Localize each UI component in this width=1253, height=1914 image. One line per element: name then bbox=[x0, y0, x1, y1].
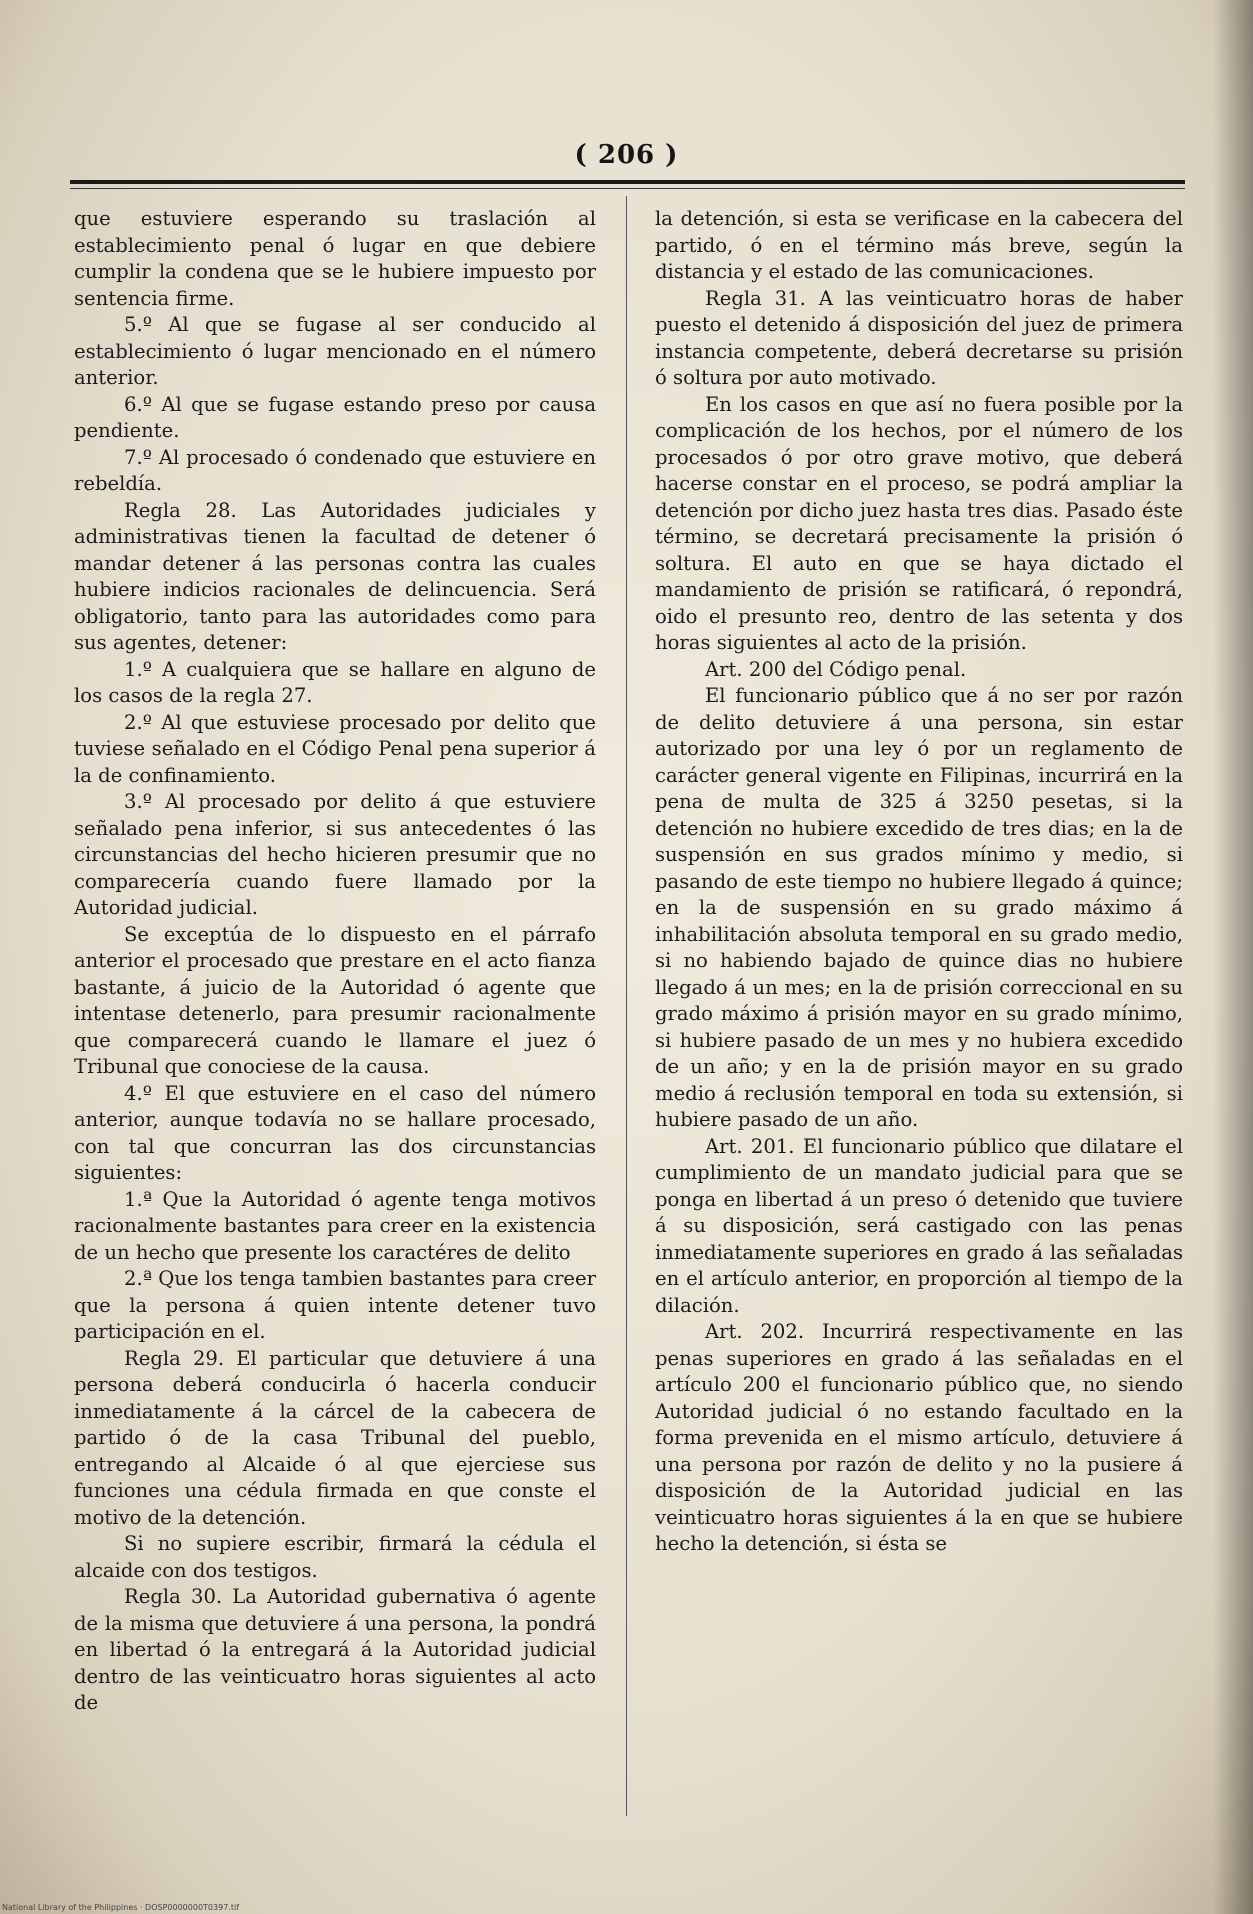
paragraph: que estuviere esperando su traslación al establecimiento penal ó lugar en que debiere cumplir la condena que se le hubiere impuesto por sentencia firme. bbox=[74, 207, 596, 310]
paragraph: 4.º El que estuviere en el caso del número anterior, aunque todavía no se hallare procesado, con tal que concurran las dos circunstancias siguientes: bbox=[74, 1081, 596, 1184]
paragraph: Regla 28. Las Autoridades judiciales y administrativas tienen la facultad de detener ó mandar detener á las personas contra las cuales hubiere indicios racionales de delincuencia. Será obligatorio, tanto para las autoridades como para sus agentes, detener: bbox=[74, 498, 596, 654]
header-rule bbox=[70, 180, 1185, 184]
article-heading: Art. 200 del Código penal. bbox=[705, 657, 967, 681]
paragraph: 2.º Al que estuviese procesado por delito que tuviese señalado en el Código Penal pena superior á la de confinamiento. bbox=[74, 710, 596, 787]
page-edge-shadow bbox=[1213, 0, 1253, 1914]
paragraph: 3.º Al procesado por delito á que estuviere señalado pena inferior, si sus antecedentes ó las circunstancias del hecho hicieren presumir que no comparecería cuando fuere llamado por la Autoridad judicial. bbox=[74, 790, 596, 919]
left-column bbox=[74, 206, 596, 1717]
paragraph: 6.º Al que se fugase estando preso por causa pendiente. bbox=[74, 392, 596, 442]
paragraph: 1.º A cualquiera que se hallare en alguno de los casos de la regla 27. bbox=[74, 657, 596, 707]
paragraph: Regla 29. El particular que detuviere á una persona deberá conducirla ó hacerla conducir inmediatamente á la cárcel de la cabecera de partido ó de la casa Tribunal del pueblo, entregando al Alcaide ó al que ejerciese sus funciones una cédula firmada en que conste el motivo de la detención. bbox=[74, 1346, 596, 1529]
paragraph: 1.ª Que la Autoridad ó agente tenga motivos racionalmente bastantes para creer en la existencia de un hecho que presente los caractéres de delito bbox=[74, 1187, 596, 1264]
paragraph: En los casos en que así no fuera posible por la complicación de los hechos, por el número de los procesados ó por otro grave motivo, que deberá hacerse constar en el proceso, se podrá ampliar la detención por dicho juez hasta tres dias. Pasado éste término, se decretará precisamente la prisión ó soltura. El auto en que se haya dictado el mandamiento de prisión se ratificará, ó repondrá, oido el presunto reo, dentro de las setenta y dos horas siguientes al acto de la prisión. bbox=[655, 392, 1183, 654]
paragraph: 2.ª Que los tenga tambien bastantes para creer que la persona á quien intente detener tuvo participación en el. bbox=[74, 1267, 596, 1343]
paragraph: Art. 202. Incurrirá respectivamente en las penas superiores en grado á las señaladas en el artículo 200 el funcionario público que, no siendo Autoridad judicial ó no estando facultado en la forma prevenida en el mismo artículo, detuviere á una persona por razón de delito y no la pusiere á disposición de la Autoridad judicial en las veinticuatro horas siguientes á la en que se hubiere hecho la detención, si ésta se bbox=[655, 1320, 1183, 1555]
paragraph: Art. 201. El funcionario público que dilatare el cumplimiento de un mandato judicial para que se ponga en libertad á un preso ó detenido que tuviere á su disposición, será castigado con las penas inmediatamente superiores en grado á las señaladas en el artículo anterior, en proporción al tiempo de la dilación. bbox=[655, 1134, 1183, 1317]
right-column bbox=[655, 206, 1183, 1558]
paragraph: 5.º Al que se fugase al ser conducido al establecimiento ó lugar mencionado en el número anterior. bbox=[74, 313, 596, 389]
paragraph: la detención, si esta se verificase en la cabecera del partido, ó en el término más breve, según la distancia y el estado de las comunicaciones. bbox=[655, 207, 1183, 283]
archive-footer: National Library of the Philippines · DOSP0000000T0397.tif bbox=[2, 1903, 240, 1912]
column-divider bbox=[626, 196, 627, 1816]
paragraph: Si no supiere escribir, firmará la cédula el alcaide con dos testigos. bbox=[74, 1532, 596, 1582]
paragraph: El funcionario público que á no ser por razón de delito detuviere á una persona, sin estar autorizado por una ley ó por un reglamento de carácter general vigente en Filipinas, incurrirá en la pena de multa de 325 á 3250 pesetas, si la detención no hubiere excedido de tres dias; en la de suspensión en sus grados mínimo y medio, si pasando de este tiempo no hubiere llegado á quince; en la de suspensión en su grado máximo á inhabilitación absoluta temporal en su grado medio, si no habiendo bajado de quince dias no hubiere llegado á un mes; en la de prisión correccional en su grado máximo á prisión mayor en su grado mínimo, si hubiere pasado de un mes y no hubiera excedido de un año; y en la de prisión mayor en su grado medio á reclusión temporal en toda su extensión, si hubiere pasado de un año. bbox=[655, 684, 1183, 1131]
paragraph: Se exceptúa de lo dispuesto en el párrafo anterior el procesado que prestare en el acto fianza bastante, á juicio de la Autoridad ó agente que intentase detenerlo, para presumir racionalmente que comparecerá cuando le llamare el juez ó Tribunal que conociese de la causa. bbox=[74, 922, 596, 1078]
paragraph: 7.º Al procesado ó condenado que estuviere en rebeldía. bbox=[74, 445, 596, 495]
header-rule-thin bbox=[70, 188, 1185, 189]
paragraph: Regla 31. A las veinticuatro horas de haber puesto el detenido á disposición del juez de primera instancia competente, deberá decretarse su prisión ó soltura por auto motivado. bbox=[655, 286, 1183, 389]
page-number: ( 206 ) bbox=[574, 140, 679, 170]
paragraph: Regla 30. La Autoridad gubernativa ó agente de la misma que detuviere á una persona, la pondrá en libertad ó la entregará á la Autoridad judicial dentro de las veinticuatro horas siguientes al acto de bbox=[74, 1585, 596, 1714]
